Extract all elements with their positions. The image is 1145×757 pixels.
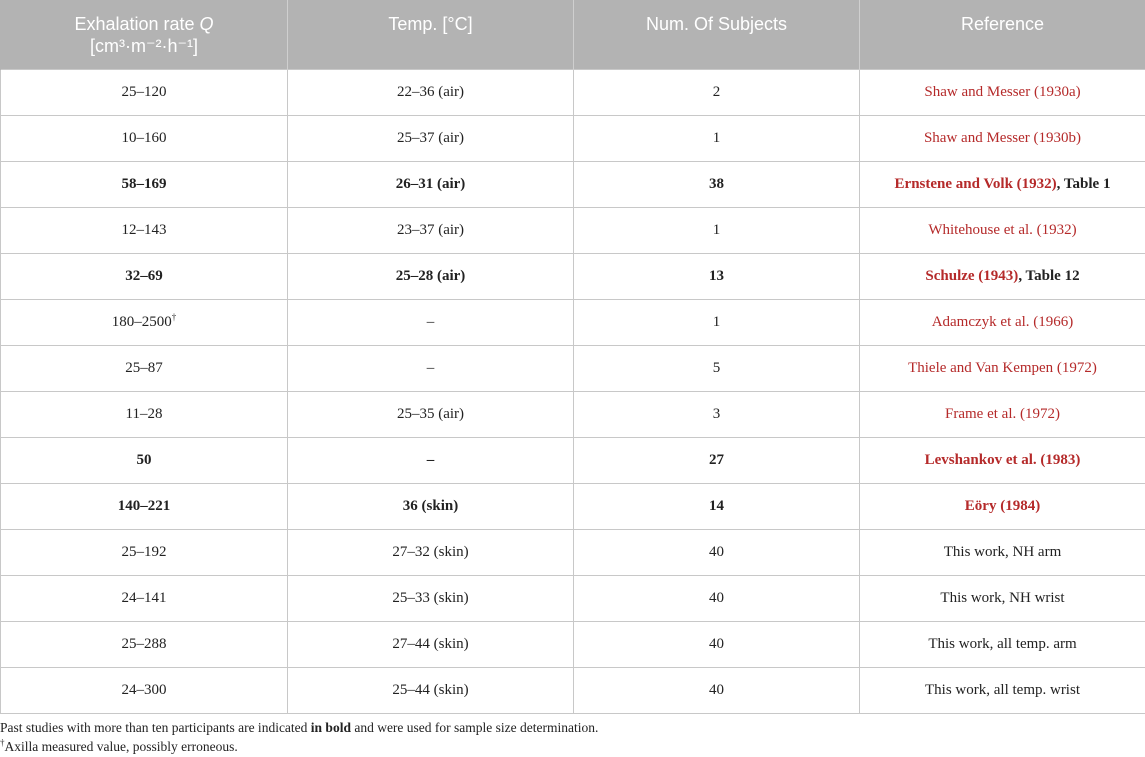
reference-link[interactable]: Shaw and Messer (1930b) [923, 129, 1082, 146]
cell-exhalation-rate: 50 [1, 437, 288, 483]
cell-subjects: 13 [574, 253, 860, 299]
reference-text: This work, all temp. wrist [925, 681, 1080, 698]
table-body [1, 69, 1145, 713]
header-exhalation-rate [1, 0, 288, 69]
cell-reference [860, 437, 1145, 483]
cell-subjects: 40 [574, 621, 860, 667]
cell-reference [860, 621, 1145, 667]
cell-reference [860, 161, 1145, 207]
reference-link[interactable]: Thiele and Van Kempen (1972) [908, 359, 1097, 376]
reference-text: This work, all temp. arm [928, 635, 1077, 652]
reference-link[interactable]: Adamczyk et al. (1966) [931, 313, 1074, 330]
cell-subjects: 2 [574, 69, 860, 115]
cell-reference [860, 391, 1145, 437]
cell-subjects: 40 [574, 667, 860, 713]
cell-subjects: 40 [574, 529, 860, 575]
footnote-bold-explanation: Past studies with more than ten participants are indicated in bold and were used for sample size determination. [0, 720, 599, 735]
cell-reference [860, 483, 1145, 529]
cell-exhalation-rate: 140–221 [1, 483, 288, 529]
cell-temp: – [288, 437, 574, 483]
table-row [1, 207, 1145, 253]
cell-reference [860, 299, 1145, 345]
table-row [1, 345, 1145, 391]
table-row [1, 529, 1145, 575]
cell-exhalation-rate: 10–160 [1, 115, 288, 161]
cell-exhalation-rate: 58–169 [1, 161, 288, 207]
cell-reference [860, 529, 1145, 575]
reference-text: This work, NH arm [943, 543, 1062, 560]
table-row [1, 253, 1145, 299]
table-row [1, 667, 1145, 713]
cell-temp: 36 (skin) [288, 483, 574, 529]
table-row [1, 391, 1145, 437]
footnote-dagger: †Axilla measured value, possibly erroneous. [0, 737, 238, 754]
cell-temp: 27–44 (skin) [288, 621, 574, 667]
cell-exhalation-rate: 25–192 [1, 529, 288, 575]
cell-subjects: 14 [574, 483, 860, 529]
header-temp: Temp. [°C] [288, 0, 574, 69]
header-subjects: Num. Of Subjects [574, 0, 860, 69]
reference-link[interactable]: Shaw and Messer (1930a) [924, 83, 1081, 100]
cell-exhalation-rate: 24–141 [1, 575, 288, 621]
cell-exhalation-rate: 12–143 [1, 207, 288, 253]
cell-temp: 22–36 (air) [288, 69, 574, 115]
cell-temp: 25–44 (skin) [288, 667, 574, 713]
cell-subjects: 1 [574, 115, 860, 161]
cell-reference [860, 207, 1145, 253]
table-row [1, 161, 1145, 207]
cell-reference [860, 575, 1145, 621]
cell-reference [860, 253, 1145, 299]
table-row [1, 621, 1145, 667]
cell-temp: 26–31 (air) [288, 161, 574, 207]
cell-subjects: 1 [574, 299, 860, 345]
cell-reference [860, 115, 1145, 161]
cell-exhalation-rate: 24–300 [1, 667, 288, 713]
cell-temp: – [288, 299, 574, 345]
cell-subjects: 38 [574, 161, 860, 207]
cell-exhalation-rate: 11–28 [1, 391, 288, 437]
cell-exhalation-rate: 25–288 [1, 621, 288, 667]
cell-exhalation-rate: 25–87 [1, 345, 288, 391]
cell-subjects: 40 [574, 575, 860, 621]
cell-exhalation-rate: 25–120 [1, 69, 288, 115]
cell-temp: 23–37 (air) [288, 207, 574, 253]
cell-temp: 25–37 (air) [288, 115, 574, 161]
cell-subjects: 1 [574, 207, 860, 253]
cell-subjects: 5 [574, 345, 860, 391]
reference-link[interactable]: Ernstene and Volk (1932) [894, 175, 1057, 192]
cell-subjects: 3 [574, 391, 860, 437]
cell-exhalation-rate: 32–69 [1, 253, 288, 299]
cell-subjects: 27 [574, 437, 860, 483]
reference-link[interactable]: Schulze (1943) [925, 267, 1019, 284]
table-row [1, 299, 1145, 345]
cell-reference [860, 345, 1145, 391]
table-row [1, 575, 1145, 621]
cell-temp: 25–33 (skin) [288, 575, 574, 621]
table-row [1, 69, 1145, 115]
reference-suffix: , Table 1 [1056, 175, 1111, 192]
reference-link[interactable]: Whitehouse et al. (1932) [928, 221, 1077, 238]
cell-reference [860, 667, 1145, 713]
cell-temp: 25–28 (air) [288, 253, 574, 299]
header-exhalation-line2: [cm³·m⁻²·h⁻¹] [90, 36, 198, 56]
cell-exhalation-rate: 180–2500† [1, 299, 288, 345]
table-row [1, 483, 1145, 529]
header-reference: Reference [860, 0, 1145, 69]
cell-temp: 27–32 (skin) [288, 529, 574, 575]
header-exhalation-line1: Exhalation rate Q [74, 14, 214, 34]
reference-suffix: , Table 12 [1018, 267, 1080, 284]
table-row [1, 115, 1145, 161]
reference-link[interactable]: Eöry (1984) [964, 497, 1041, 514]
reference-text: This work, NH wrist [940, 589, 1065, 606]
table-row [1, 437, 1145, 483]
cell-temp: – [288, 345, 574, 391]
cell-temp: 25–35 (air) [288, 391, 574, 437]
table-header [1, 0, 1145, 69]
reference-link[interactable]: Frame et al. (1972) [945, 405, 1060, 422]
reference-link[interactable]: Levshankov et al. (1983) [924, 451, 1081, 468]
cell-reference [860, 69, 1145, 115]
